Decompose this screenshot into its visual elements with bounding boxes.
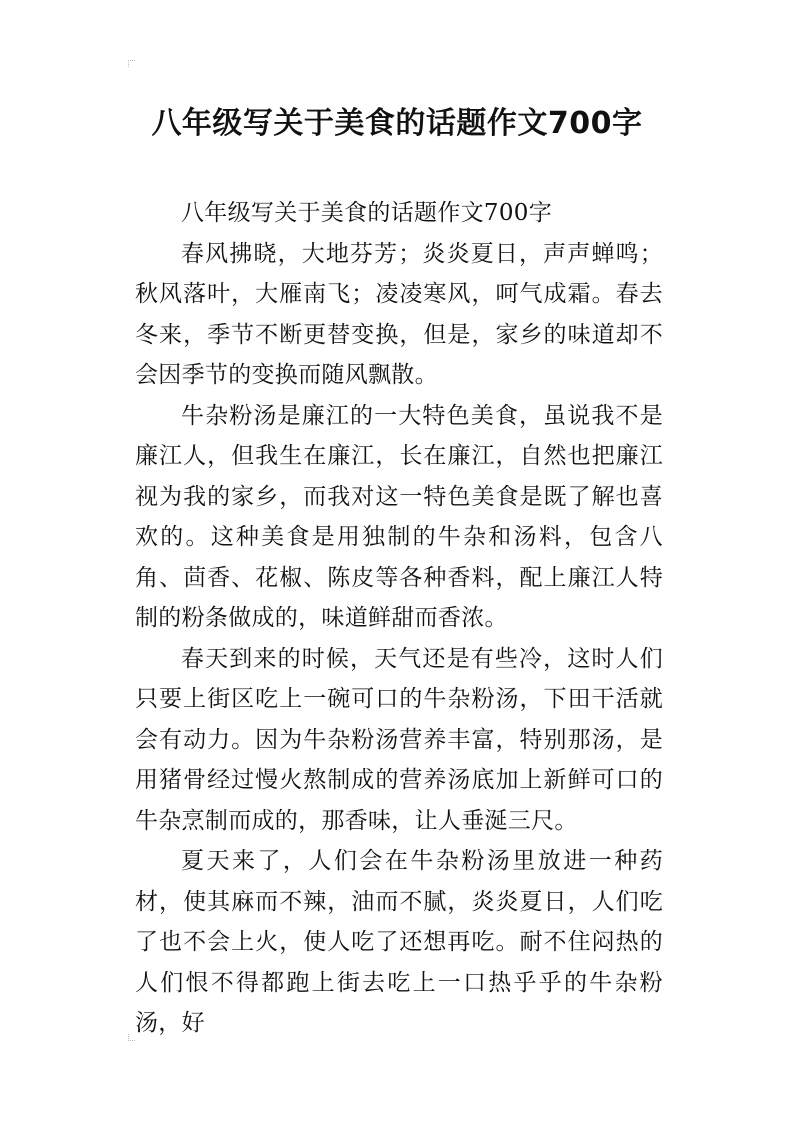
paragraph: 夏天来了，人们会在牛杂粉汤里放进一种药材，使其麻而不辣，油而不腻，炎炎夏日，人们吃了也不会上火，使人吃了还想再吃。耐不住闷热的人们恨不得都跑上街去吃上一口热乎乎的牛杂粉汤，好 [135, 848, 663, 1036]
paragraph: 牛杂粉汤是廉江的一大特色美食，虽说我不是廉江人，但我生在廉江，长在廉江，自然也把廉江视为我的家乡，而我对这一特色美食是既了解也喜欢的。这种美食是用独制的牛杂和汤料，包含八角、茴香、花椒、陈皮等各种香料，配上廉江人特制的粉条做成的，味道鲜甜而香浓。 [135, 402, 663, 631]
paragraph: 春天到来的时候，天气还是有些冷，这时人们只要上街区吃上一碗可口的牛杂粉汤，下田干活就会有动力。因为牛杂粉汤营养丰富，特别那汤，是用猪骨经过慢火熬制成的营养汤底加上新鲜可口的牛杂烹制而成的，那香味，让人垂涎三尺。 [135, 645, 663, 834]
document-body [135, 193, 663, 1044]
corner-mark-top [128, 60, 135, 67]
corner-mark-bottom [128, 1034, 135, 1041]
document-title: 八年级写关于美食的话题作文700字 [151, 106, 643, 141]
paragraph-subtitle: 八年级写关于美食的话题作文700字 [181, 200, 552, 226]
paragraph: 春风拂晓，大地芬芳；炎炎夏日，声声蝉鸣；秋风落叶，大雁南飞；凌凌寒风，呵气成霜。春去冬来，季节不断更替变换，但是，家乡的味道却不会因季节的变换而随风飘散。 [135, 240, 663, 388]
